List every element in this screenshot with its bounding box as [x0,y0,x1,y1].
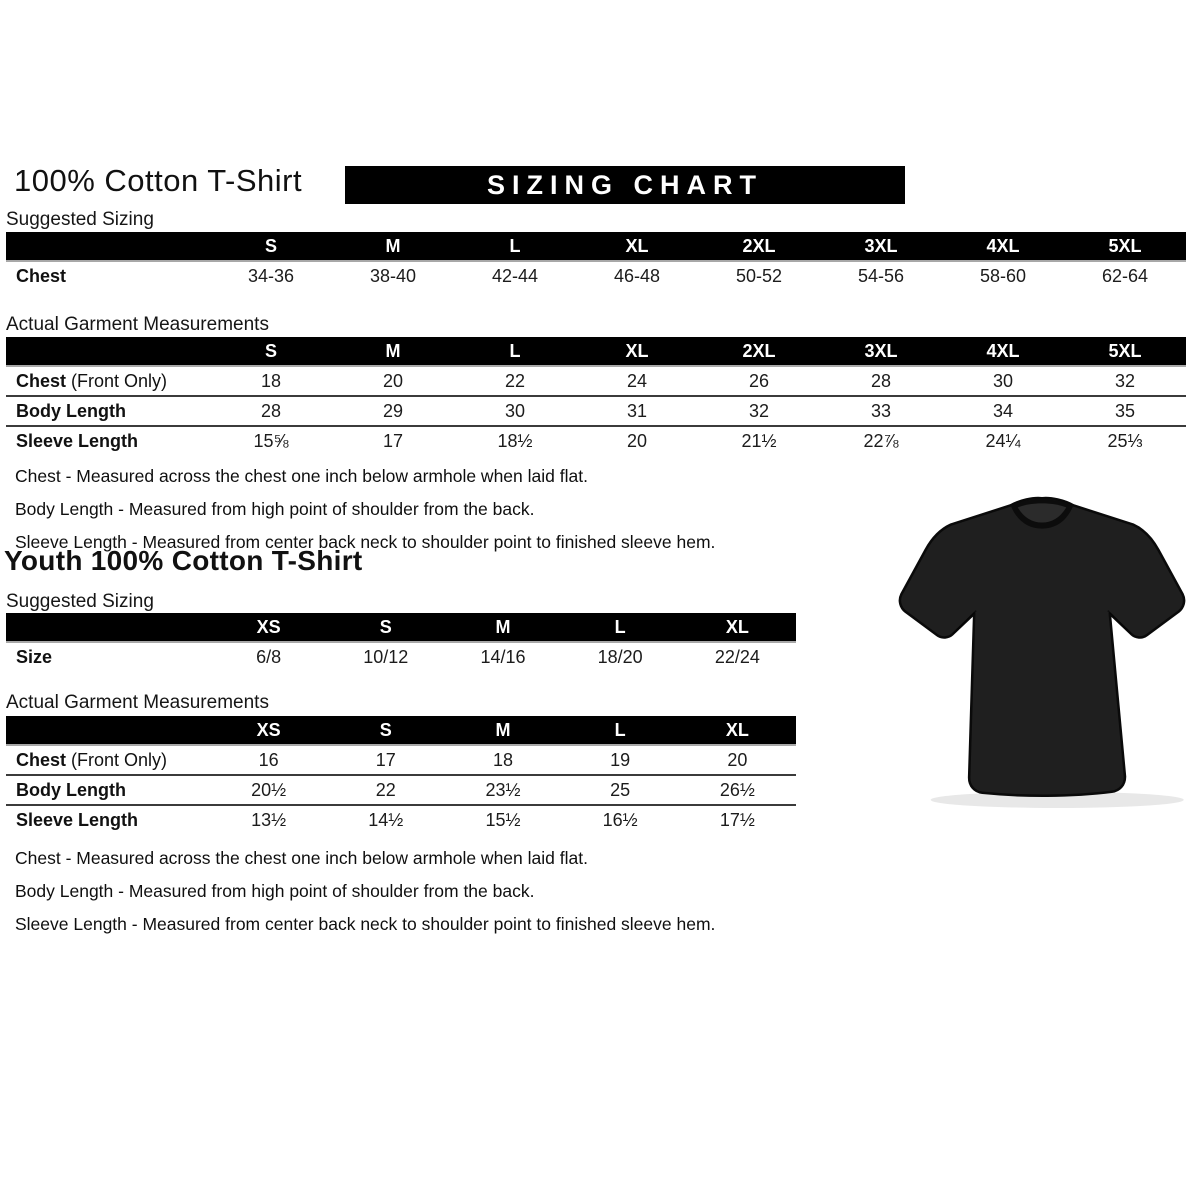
row-label: Size [6,642,210,671]
header-spacer [6,716,210,745]
cell-value: 22⅞ [820,426,942,455]
header-row [6,337,1186,366]
cell-value: 25 [562,775,679,805]
column-header-xs: XS [210,613,327,642]
cell-value: 62-64 [1064,261,1186,290]
cell-value: 30 [942,366,1064,396]
cell-value: 42-44 [454,261,576,290]
column-header-m: M [444,716,561,745]
cell-value: 17 [332,426,454,455]
cell-value: 15½ [444,805,561,834]
table-row [6,805,796,834]
adult-suggested-sizing-label: Suggested Sizing [6,209,154,230]
cell-value: 18 [444,745,561,775]
table-row [6,745,796,775]
column-header-m: M [444,613,561,642]
cell-value: 22/24 [679,642,796,671]
cell-value: 13½ [210,805,327,834]
cell-value: 20½ [210,775,327,805]
cell-value: 24¼ [942,426,1064,455]
cell-value: 26 [698,366,820,396]
cell-value: 21½ [698,426,820,455]
row-label: Body Length [6,396,210,426]
table-row [6,366,1186,396]
header-row [6,232,1186,261]
cell-value: 18 [210,366,332,396]
cell-value: 18½ [454,426,576,455]
cell-value: 15⅝ [210,426,332,455]
cell-value: 24 [576,366,698,396]
cell-value: 20 [576,426,698,455]
column-header-5xl: 5XL [1064,337,1186,366]
header-row [6,613,796,642]
cell-value: 28 [210,396,332,426]
cell-value: 14½ [327,805,444,834]
adult-suggested-sizing-table [6,232,1186,290]
cell-value: 32 [698,396,820,426]
sizing-chart-banner [345,166,905,204]
cell-value: 17 [327,745,444,775]
youth-suggested-sizing-label: Suggested Sizing [6,591,154,612]
column-header-xl: XL [679,716,796,745]
youth-measurement-notes [15,842,715,941]
table-row [6,396,1186,426]
column-header-l: L [562,613,679,642]
note-line: Sleeve Length - Measured from center back neck to shoulder point to finished sleeve hem. [15,914,716,934]
row-label: Chest [6,261,210,290]
table-row [6,261,1186,290]
header-row [6,716,796,745]
note-line: Body Length - Measured from high point of shoulder from the back. [15,499,535,519]
column-header-l: L [454,232,576,261]
cell-value: 22 [327,775,444,805]
row-label: Chest (Front Only) [6,745,210,775]
cell-value: 22 [454,366,576,396]
cell-value: 19 [562,745,679,775]
cell-value: 20 [679,745,796,775]
column-header-s: S [327,613,444,642]
youth-actual-measurements-table [6,716,796,834]
cell-value: 16½ [562,805,679,834]
sizing-chart-banner-text: SIZING CHART [487,169,763,200]
cell-value: 29 [332,396,454,426]
youth-suggested-sizing-table [6,613,796,671]
cell-value: 30 [454,396,576,426]
table-row [6,775,796,805]
black-tshirt-image [888,476,1196,810]
column-header-l: L [454,337,576,366]
cell-value: 32 [1064,366,1186,396]
column-header-xl: XL [576,337,698,366]
column-header-5xl: 5XL [1064,232,1186,261]
column-header-2xl: 2XL [698,232,820,261]
cell-value: 58-60 [942,261,1064,290]
cell-value: 34-36 [210,261,332,290]
note-line: Chest - Measured across the chest one inch below armhole when laid flat. [15,466,588,486]
row-label: Body Length [6,775,210,805]
tshirt-body [900,498,1184,796]
column-header-4xl: 4XL [942,337,1064,366]
adult-actual-measurements-label: Actual Garment Measurements [6,314,269,335]
note-line: Sleeve Length - Measured from center back neck to shoulder point to finished sleeve hem. [15,532,716,552]
row-label: Sleeve Length [6,805,210,834]
cell-value: 23½ [444,775,561,805]
cell-value: 46-48 [576,261,698,290]
table-row [6,642,796,671]
adult-actual-measurements-table [6,337,1186,455]
column-header-2xl: 2XL [698,337,820,366]
cell-value: 14/16 [444,642,561,671]
cell-value: 18/20 [562,642,679,671]
column-header-xl: XL [576,232,698,261]
note-line: Body Length - Measured from high point of shoulder from the back. [15,881,535,901]
column-header-l: L [562,716,679,745]
note-line: Chest - Measured across the chest one inch below armhole when laid flat. [15,848,588,868]
column-header-s: S [327,716,444,745]
column-header-s: S [210,337,332,366]
column-header-m: M [332,232,454,261]
cell-value: 50-52 [698,261,820,290]
column-header-3xl: 3XL [820,232,942,261]
column-header-s: S [210,232,332,261]
column-header-m: M [332,337,454,366]
header-spacer [6,613,210,642]
header-spacer [6,232,210,261]
cell-value: 25⅓ [1064,426,1186,455]
cell-value: 20 [332,366,454,396]
youth-actual-measurements-label: Actual Garment Measurements [6,692,269,713]
cell-value: 28 [820,366,942,396]
youth-section-title: Youth 100% Cotton T-Shirt [4,545,363,576]
cell-value: 31 [576,396,698,426]
column-header-3xl: 3XL [820,337,942,366]
cell-value: 6/8 [210,642,327,671]
page-title: 100% Cotton T-Shirt [14,163,303,198]
cell-value: 34 [942,396,1064,426]
row-label: Chest (Front Only) [6,366,210,396]
cell-value: 33 [820,396,942,426]
header-spacer [6,337,210,366]
cell-value: 38-40 [332,261,454,290]
cell-value: 26½ [679,775,796,805]
cell-value: 17½ [679,805,796,834]
cell-value: 10/12 [327,642,444,671]
cell-value: 16 [210,745,327,775]
table-row [6,426,1186,455]
row-label: Sleeve Length [6,426,210,455]
column-header-xs: XS [210,716,327,745]
cell-value: 54-56 [820,261,942,290]
column-header-xl: XL [679,613,796,642]
cell-value: 35 [1064,396,1186,426]
column-header-4xl: 4XL [942,232,1064,261]
